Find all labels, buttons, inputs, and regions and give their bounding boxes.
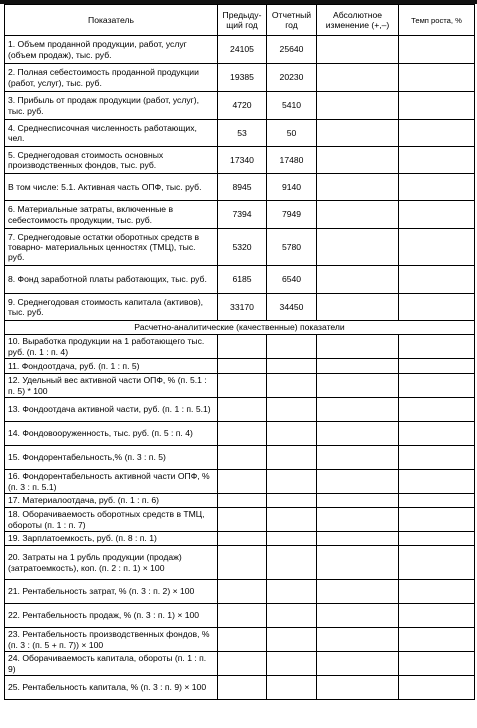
- calc-row-label: 10. Выработка продукции на 1 работающего тыс. руб. (п. 1 : п. 4): [5, 335, 218, 359]
- calc-row-label: 18. Оборачиваемость оборотных средств в ТМЦ, обороты (п. 1 : п. 7): [5, 508, 218, 532]
- growth-rate-cell: [399, 92, 475, 120]
- row-label: 4. Среднесписочная численность работающих, чел.: [5, 120, 218, 147]
- curr-value: 34450: [267, 294, 317, 321]
- growth-rate-cell: [399, 201, 475, 229]
- row-label: 7. Среднегодовые остатки оборотных средств в товарно- материальных ценностях (ТМЦ), тыс. руб.: [5, 229, 218, 266]
- curr-value: 7949: [267, 201, 317, 229]
- prev-value: 7394: [218, 201, 267, 229]
- header-indicator: Показатель: [5, 5, 218, 36]
- table-row: [5, 422, 475, 446]
- curr-value: 17480: [267, 147, 317, 174]
- curr-value: 6540: [267, 266, 317, 294]
- calc-row-label: 24. Оборачиваемость капитала, обороты (п. 1 : п. 9): [5, 652, 218, 676]
- row-label: 9. Среднегодовая стоимость капитала (активов), тыс. руб.: [5, 294, 218, 321]
- calc-row-label: 22. Рентабельность продаж, % (п. 3 : п. 1) × 100: [5, 604, 218, 628]
- curr-value: 5410: [267, 92, 317, 120]
- prev-value: 53: [218, 120, 267, 147]
- table-row: [5, 374, 475, 398]
- calc-row-label: 17. Материалоотдача, руб. (п. 1 : п. 6): [5, 494, 218, 508]
- table-row: [5, 229, 475, 266]
- table-row: [5, 628, 475, 652]
- abs-change-cell: [317, 120, 399, 147]
- abs-change-cell: [317, 201, 399, 229]
- prev-value: 8945: [218, 174, 267, 201]
- prev-value: 19385: [218, 64, 267, 92]
- calc-row-label: 21. Рентабельность затрат, % (п. 3 : п. 2) × 100: [5, 580, 218, 604]
- curr-value: 9140: [267, 174, 317, 201]
- calc-row-label: 13. Фондоотдача активной части, руб. (п. 1 : п. 5.1): [5, 398, 218, 422]
- prev-value: 6185: [218, 266, 267, 294]
- table-row: [5, 446, 475, 470]
- growth-rate-cell: [399, 36, 475, 64]
- table-row: [5, 294, 475, 321]
- table-row: [5, 508, 475, 532]
- table-row: [5, 580, 475, 604]
- table-header-row: [5, 5, 475, 36]
- prev-value: 33170: [218, 294, 267, 321]
- row-label: 2. Полная себестоимость проданной продукции (работ, услуг), тыс. руб.: [5, 64, 218, 92]
- curr-value: 25640: [267, 36, 317, 64]
- growth-rate-cell: [399, 174, 475, 201]
- table-row: [5, 174, 475, 201]
- calc-row-label: 16. Фондорентабельность активной части ОПФ, % (п. 3 : п. 5.1): [5, 470, 218, 494]
- table-row: [5, 470, 475, 494]
- growth-rate-cell: [399, 294, 475, 321]
- table-row: [5, 652, 475, 676]
- section-title: Расчетно-аналитические (качественные) показатели: [5, 321, 475, 335]
- calc-row-label: 14. Фондовооруженность, тыс. руб. (п. 5 : п. 4): [5, 422, 218, 446]
- table-row: [5, 398, 475, 422]
- header-growth-rate: Темп роста, %: [399, 5, 475, 36]
- abs-change-cell: [317, 174, 399, 201]
- row-label: 8. Фонд заработной платы работающих, тыс. руб.: [5, 266, 218, 294]
- curr-value: 20230: [267, 64, 317, 92]
- table-row: [5, 604, 475, 628]
- prev-value: 4720: [218, 92, 267, 120]
- row-label: В том числе: 5.1. Активная часть ОПФ, тыс. руб.: [5, 174, 218, 201]
- abs-change-cell: [317, 266, 399, 294]
- prev-value: 24105: [218, 36, 267, 64]
- calc-row-label: 15. Фондорентабельность,% (п. 3 : п. 5): [5, 446, 218, 470]
- abs-change-cell: [317, 294, 399, 321]
- calc-row-label: 25. Рентабельность капитала, % (п. 3 : п. 9) × 100: [5, 676, 218, 700]
- table-row: [5, 147, 475, 174]
- row-label: 5. Среднегодовая стоимость основных производственных фондов, тыс. руб.: [5, 147, 218, 174]
- table-row: [5, 335, 475, 359]
- row-label: 6. Материальные затраты, включенные в себестоимость продукции, тыс. руб.: [5, 201, 218, 229]
- table-row: [5, 546, 475, 580]
- growth-rate-cell: [399, 64, 475, 92]
- header-abs-change: Абсолютное изменение (+,–): [317, 5, 399, 36]
- table-row: [5, 266, 475, 294]
- table-row: [5, 494, 475, 508]
- indicators-table: [4, 4, 475, 700]
- header-reporting-year: Отчетный год: [267, 5, 317, 36]
- abs-change-cell: [317, 229, 399, 266]
- calc-row-label: 19. Зарплатоемкость, руб. (п. 8 : п. 1): [5, 532, 218, 546]
- abs-change-cell: [317, 92, 399, 120]
- curr-value: 50: [267, 120, 317, 147]
- header-previous-year: Предыду-щий год: [218, 5, 267, 36]
- calc-row-label: 11. Фондоотдача, руб. (п. 1 : п. 5): [5, 359, 218, 374]
- prev-value: 17340: [218, 147, 267, 174]
- table-row: [5, 676, 475, 700]
- section-header-row: [5, 321, 475, 335]
- abs-change-cell: [317, 36, 399, 64]
- table-row: [5, 532, 475, 546]
- abs-change-cell: [317, 147, 399, 174]
- calc-row-label: 20. Затраты на 1 рубль продукции (продаж) (затратоемкость), коп. (п. 2 : п. 1) × 100: [5, 546, 218, 580]
- row-label: 3. Прибыль от продаж продукции (работ, услуг), тыс. руб.: [5, 92, 218, 120]
- calc-row-label: 12. Удельный вес активной части ОПФ, % (п. 5.1 : п. 5) * 100: [5, 374, 218, 398]
- abs-change-cell: [317, 64, 399, 92]
- table-row: [5, 36, 475, 64]
- growth-rate-cell: [399, 147, 475, 174]
- calc-row-label: 23. Рентабельность производственных фондов, % (п. 3 : (п. 5 + п. 7)) × 100: [5, 628, 218, 652]
- row-label: 1. Объем проданной продукции, работ, услуг (объем продаж), тыс. руб.: [5, 36, 218, 64]
- growth-rate-cell: [399, 266, 475, 294]
- table-row: [5, 201, 475, 229]
- prev-value: 5320: [218, 229, 267, 266]
- curr-value: 5780: [267, 229, 317, 266]
- table-row: [5, 64, 475, 92]
- table-row: [5, 92, 475, 120]
- table-row: [5, 120, 475, 147]
- growth-rate-cell: [399, 120, 475, 147]
- growth-rate-cell: [399, 229, 475, 266]
- table-row: [5, 359, 475, 374]
